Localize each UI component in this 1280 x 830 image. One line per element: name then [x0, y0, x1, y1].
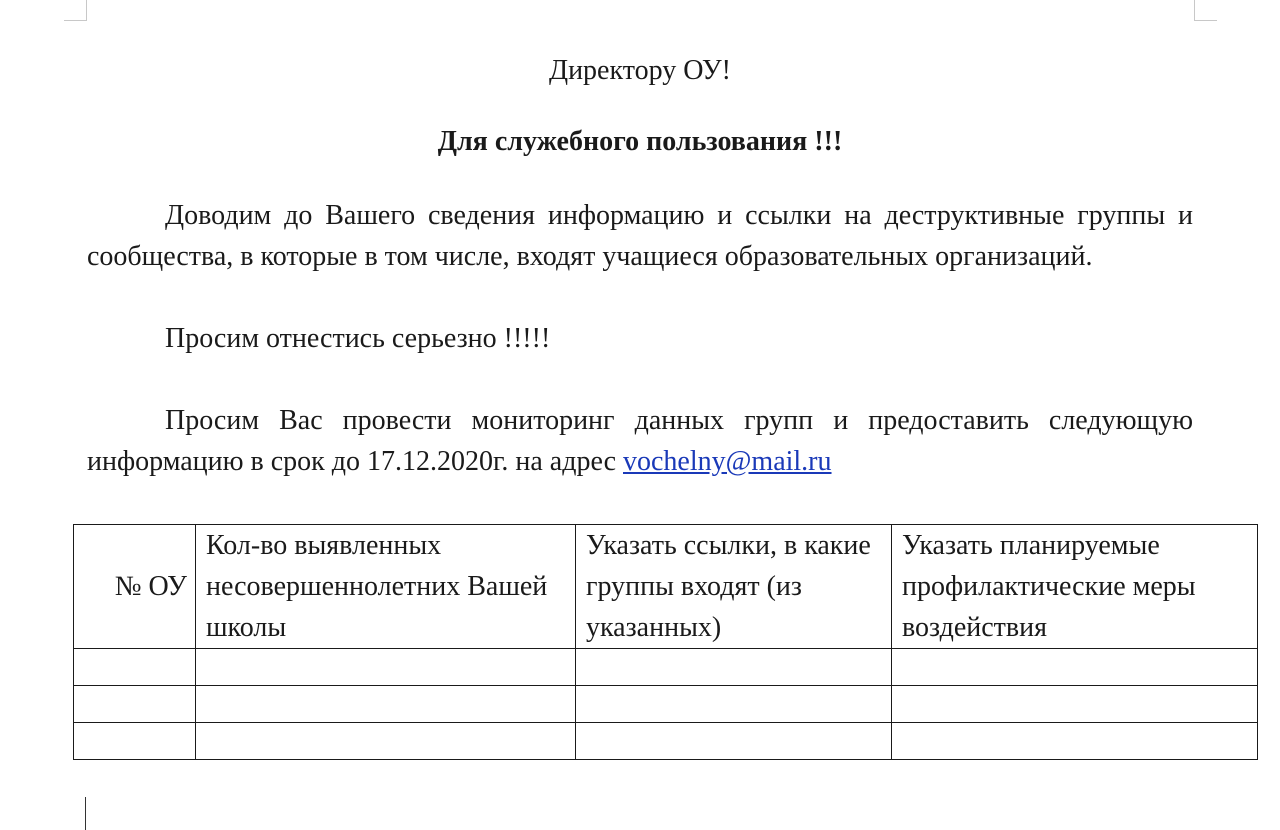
paragraph-monitoring-text: Просим Вас провести мониторинг данных групп и предоставить следующую информацию в срок до 17.12.2020г. на адрес [87, 405, 1193, 477]
table-cell[interactable] [74, 649, 196, 686]
table-cell[interactable] [196, 649, 576, 686]
table-row [74, 686, 1258, 723]
email-link[interactable]: vochelny@mail.ru [623, 446, 832, 477]
crop-mark-top-left [64, 0, 87, 21]
addressee-heading: Директору ОУ! [548, 55, 732, 86]
classification-heading: Для служебного пользования !!! [437, 126, 843, 157]
paragraph-monitoring [87, 400, 1193, 482]
table-cell[interactable] [74, 686, 196, 723]
text-cursor [85, 797, 86, 830]
table-cell[interactable] [576, 686, 892, 723]
header-group-links: Указать ссылки, в какие группы входят (из указанных) [576, 525, 892, 649]
table-cell[interactable] [196, 686, 576, 723]
header-detected-count: Кол-во выявленных несовершеннолетних Вашей школы [196, 525, 576, 649]
table-cell[interactable] [892, 686, 1258, 723]
header-prevention-measures: Указать планируемые профилактические меры воздействия [892, 525, 1258, 649]
table-cell[interactable] [892, 649, 1258, 686]
paragraph-info: Доводим до Вашего сведения информацию и ссылки на деструктивные группы и сообщества, в которые в том числе, входят учащиеся образовательных организаций. [87, 200, 1193, 272]
table-cell[interactable] [576, 649, 892, 686]
table-cell[interactable] [196, 723, 576, 760]
table-row [74, 723, 1258, 760]
header-school-number: № ОУ [74, 525, 196, 649]
report-table [73, 524, 1258, 760]
crop-mark-top-right [1194, 0, 1217, 21]
table-cell[interactable] [576, 723, 892, 760]
paragraph-request-serious: Просим отнестись серьезно !!!!! [165, 323, 551, 354]
table-row [74, 649, 1258, 686]
table-cell[interactable] [74, 723, 196, 760]
table-cell[interactable] [892, 723, 1258, 760]
table-header-row [74, 525, 1258, 649]
